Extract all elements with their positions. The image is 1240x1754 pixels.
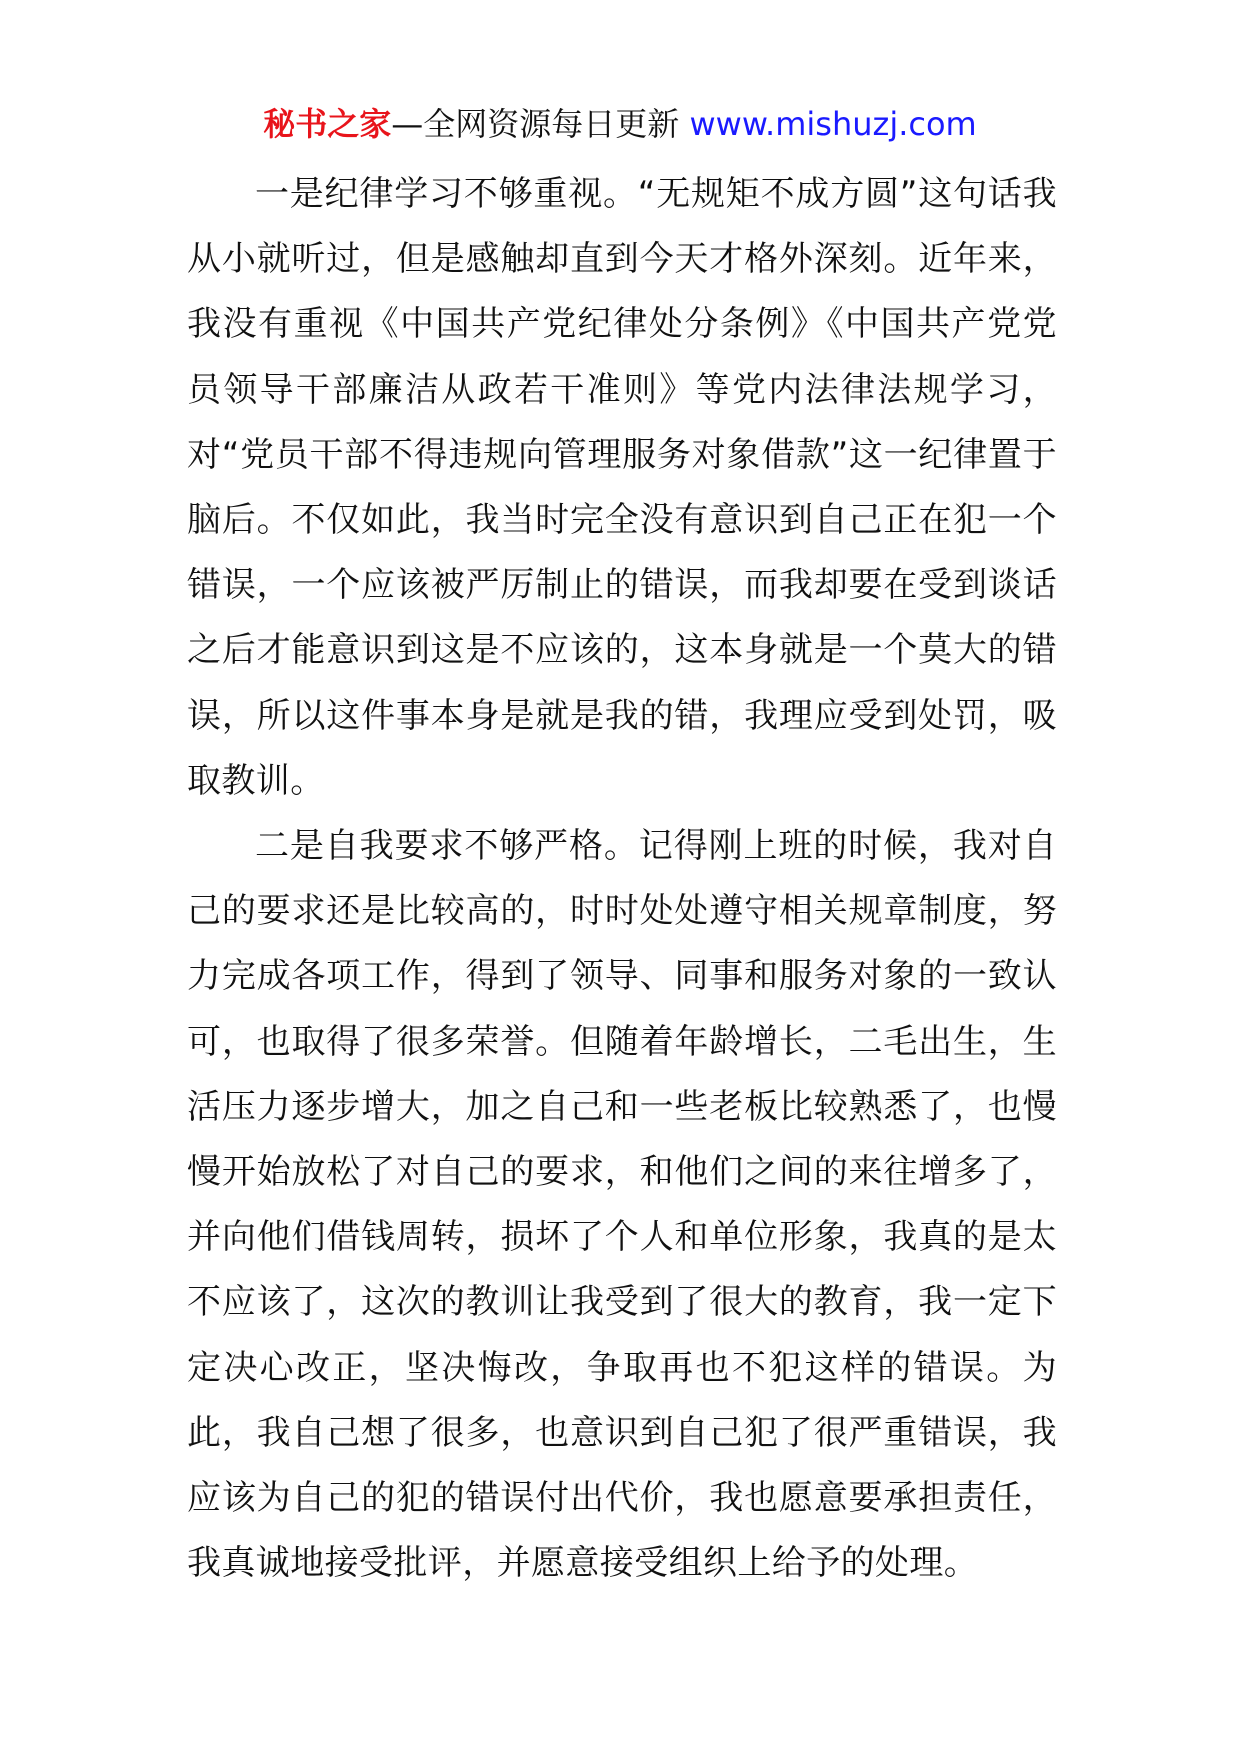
paragraph-1: 一是纪律学习不够重视。“无规矩不成方圆”这句话我从小就听过，但是感触却直到今天才格外深刻。近年来，我没有重视《中国共产党纪律处分条例》《中国共产党党员领导干部廉洁从政若干准则》等党内法律法规学习，对“党员干部不得违规向管理服务对象借款”这一纪律置于脑后。不仅如此，我当时完全没有意识到自己正在犯一个错误，一个应该被严厉制止的错误，而我却要在受到谈话之后才能意识到这是不应该的，这本身就是一个莫大的错误，所以这件事本身是就是我的错，我理应受到处罚，吸取教训。 [187, 174, 1057, 801]
page-header [0, 100, 1240, 148]
header-tagline: —全网资源每日更新 [391, 105, 690, 143]
brand-name: 秘书之家 [263, 105, 392, 143]
paragraph-2: 二是自我要求不够严格。记得刚上班的时候，我对自己的要求还是比较高的，时时处处遵守相关规章制度，努力完成各项工作，得到了领导、同事和服务对象的一致认可，也取得了很多荣誉。但随着年龄增长，二毛出生，生活压力逐步增大，加之自己和一些老板比较熟悉了，也慢慢开始放松了对自己的要求，和他们之间的来往增多了，并向他们借钱周转，损坏了个人和单位形象，我真的是太不应该了，这次的教训让我受到了很大的教育，我一定下定决心改正，坚决悔改，争取再也不犯这样的错误。为此，我自己想了很多，也意识到自己犯了很严重错误，我应该为自己的犯的错误付出代价，我也愿意要承担责任，我真诚地接受批评，并愿意接受组织上给予的处理。 [187, 826, 1057, 1584]
website-link[interactable]: www.mishuzj.com [689, 105, 977, 143]
document-body [187, 162, 1057, 1596]
